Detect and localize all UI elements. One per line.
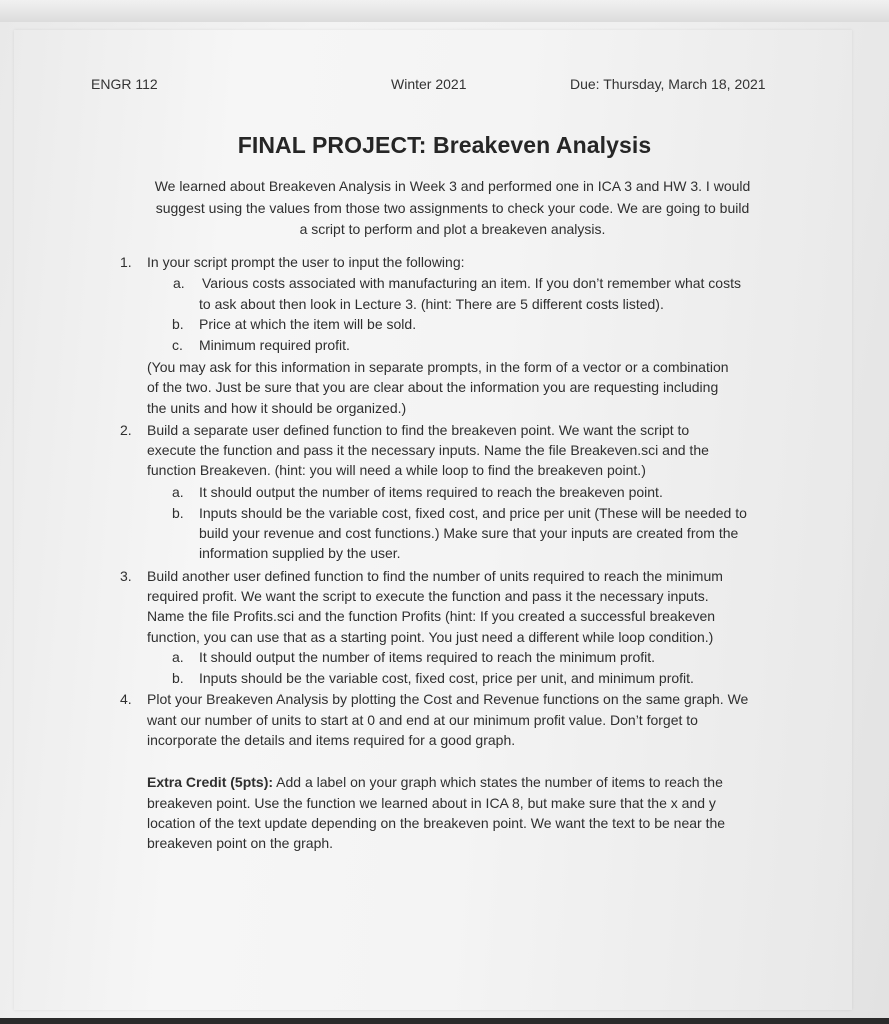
item-1b-text: Price at which the item will be sold. <box>199 316 417 332</box>
extra-credit-line-1 <box>147 773 723 791</box>
item-3-text-4: function, you can use that as a starting point. You just need a different while loop condition.) <box>147 629 714 645</box>
item-2-text-1: Build a separate user defined function to find the breakeven point. We want the script to <box>147 422 690 438</box>
item-2b-text-2: build your revenue and cost functions.) Make sure that your inputs are created from the <box>199 525 739 541</box>
extra-credit-label: Extra Credit (5pts): <box>147 774 274 790</box>
item-number-4: 4. <box>120 691 132 707</box>
due-date: Due: Thursday, March 18, 2021 <box>570 76 766 92</box>
item-2b-text-1: Inputs should be the variable cost, fixed cost, and price per unit (These will be needed to <box>199 505 747 521</box>
monitor-bezel-bottom <box>0 1018 889 1024</box>
intro-line-2: suggest using the values from those two assignments to check your code. We are going to build <box>155 200 750 216</box>
item-2-text-2: execute the function and pass it the necessary inputs. Name the file Breakeven.sci and the <box>147 442 709 458</box>
item-number-2: 2. <box>120 422 132 438</box>
course-code: ENGR 112 <box>91 76 158 92</box>
item-1c-label: c. <box>172 337 183 353</box>
item-1a-text-1: Various costs associated with manufacturing an item. If you don’t remember what costs <box>202 275 741 291</box>
item-4-text-3: incorporate the details and items required for a good graph. <box>147 732 516 748</box>
item-3-text-1: Build another user defined function to find the number of units required to reach the minimum <box>147 568 723 584</box>
item-2b-label: b. <box>172 505 184 521</box>
item-1-text: In your script prompt the user to input the following: <box>147 254 465 270</box>
term: Winter 2021 <box>391 76 467 92</box>
item-3-text-2: required profit. We want the script to execute the function and pass it the necessary inputs. <box>147 588 709 604</box>
item-2-text-3: function Breakeven. (hint: you will need a while loop to find the breakeven point.) <box>147 462 646 478</box>
item-4-text-1: Plot your Breakeven Analysis by plotting the Cost and Revenue functions on the same graph. We <box>147 691 749 707</box>
extra-credit-text-2: breakeven point. Use the function we learned about in ICA 8, but make sure that the x and y <box>147 795 716 811</box>
extra-credit-text-3: location of the text update depending on the breakeven point. We want the text to be near the <box>147 815 726 831</box>
item-3b-label: b. <box>172 670 184 686</box>
item-1-note-3: the units and how it should be organized.) <box>147 400 407 416</box>
item-1b-label: b. <box>172 316 184 332</box>
item-2b-text-3: information supplied by the user. <box>199 545 401 561</box>
intro-line-3: a script to perform and plot a breakeven analysis. <box>299 221 606 237</box>
item-1c-text: Minimum required profit. <box>199 337 350 353</box>
item-3a-text: It should output the number of items required to reach the minimum profit. <box>199 649 656 665</box>
item-4-text-2: want our number of units to start at 0 and end at our minimum profit value. Don’t forget to <box>147 712 698 728</box>
item-3b-text: Inputs should be the variable cost, fixed cost, price per unit, and minimum profit. <box>199 670 694 686</box>
item-1a-text-2: to ask about then look in Lecture 3. (hint: There are 5 different costs listed). <box>199 296 664 312</box>
item-number-1: 1. <box>120 254 132 270</box>
item-1a-label: a. <box>173 275 185 291</box>
extra-credit-text-1: Add a label on your graph which states the number of items to reach the <box>273 774 723 790</box>
item-number-3: 3. <box>120 568 132 584</box>
item-2a-label: a. <box>172 484 184 500</box>
item-1-note-1: (You may ask for this information in separate prompts, in the form of a vector or a combination <box>147 359 729 375</box>
extra-credit-text-4: breakeven point on the graph. <box>147 835 334 851</box>
item-1-note-2: of the two. Just be sure that you are clear about the information you are requesting including <box>147 379 719 395</box>
item-2a-text: It should output the number of items required to reach the breakeven point. <box>199 484 663 500</box>
page-title: FINAL PROJECT: Breakeven Analysis <box>237 132 652 158</box>
monitor-bezel-top <box>0 0 889 22</box>
intro-line-1: We learned about Breakeven Analysis in Week 3 and performed one in ICA 3 and HW 3. I would <box>154 178 751 194</box>
item-3a-label: a. <box>172 649 184 665</box>
item-3-text-3: Name the file Profits.sci and the function Profits (hint: If you created a successful breakeven <box>147 608 716 624</box>
